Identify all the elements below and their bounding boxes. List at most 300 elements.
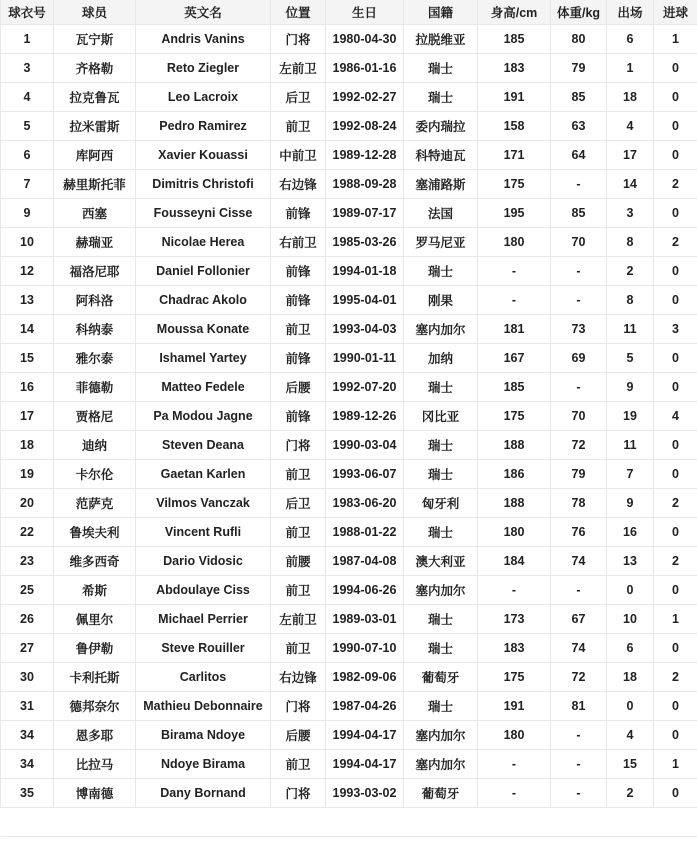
cell-birthday: 1992-08-24: [326, 111, 404, 140]
table-row: [1, 82, 697, 111]
cell-height: 183: [478, 633, 551, 662]
cell-birthday: 1982-09-06: [326, 662, 404, 691]
cell-position: 后卫: [271, 82, 326, 111]
cell-birthday: 1992-02-27: [326, 82, 404, 111]
table-row: [1, 198, 697, 227]
cell-position: 前锋: [271, 285, 326, 314]
cell-height: 184: [478, 546, 551, 575]
cell-goals: 0: [654, 778, 697, 807]
cell-position: 前锋: [271, 401, 326, 430]
cell-player-name: 迪纳: [54, 430, 136, 459]
cell-nationality: 委内瑞拉: [404, 111, 478, 140]
cell-weight: -: [551, 256, 607, 285]
cell-english-name: Fousseyni Cisse: [136, 198, 271, 227]
cell-position: 门将: [271, 24, 326, 53]
cell-appearances: 6: [607, 633, 654, 662]
cell-weight: 85: [551, 198, 607, 227]
column-header-english-name: 英文名: [136, 0, 271, 24]
cell-english-name: Steve Rouiller: [136, 633, 271, 662]
cell-player-name: 恩多耶: [54, 720, 136, 749]
table-row: [1, 227, 697, 256]
cell-height: 183: [478, 53, 551, 82]
cell-appearances: 9: [607, 488, 654, 517]
cell-weight: 73: [551, 314, 607, 343]
cell-position: 门将: [271, 778, 326, 807]
cell-height: 180: [478, 517, 551, 546]
cell-english-name: Ndoye Birama: [136, 749, 271, 778]
table-row: [1, 459, 697, 488]
table-row: [1, 517, 697, 546]
cell-english-name: Dany Bornand: [136, 778, 271, 807]
table-row: [1, 691, 697, 720]
cell-height: 180: [478, 227, 551, 256]
cell-nationality: 加纳: [404, 343, 478, 372]
cell-nationality: 法国: [404, 198, 478, 227]
cell-english-name: Vincent Rufli: [136, 517, 271, 546]
cell-goals: 0: [654, 285, 697, 314]
table-row: [1, 169, 697, 198]
cell-jersey-number: 4: [1, 82, 54, 111]
cell-english-name: Nicolae Herea: [136, 227, 271, 256]
cell-player-name: 菲德勒: [54, 372, 136, 401]
cell-weight: -: [551, 778, 607, 807]
cell-goals: 0: [654, 111, 697, 140]
table-row: [1, 285, 697, 314]
table-row: [1, 140, 697, 169]
cell-appearances: 18: [607, 82, 654, 111]
cell-nationality: 科特迪瓦: [404, 140, 478, 169]
cell-english-name: Matteo Fedele: [136, 372, 271, 401]
cell-birthday: 1983-06-20: [326, 488, 404, 517]
cell-english-name: Steven Deana: [136, 430, 271, 459]
cell-birthday: 1990-07-10: [326, 633, 404, 662]
cell-position: 前卫: [271, 517, 326, 546]
cell-jersey-number: 18: [1, 430, 54, 459]
cell-nationality: 葡萄牙: [404, 778, 478, 807]
cell-appearances: 18: [607, 662, 654, 691]
cell-jersey-number: 34: [1, 749, 54, 778]
cell-position: 门将: [271, 430, 326, 459]
cell-height: -: [478, 575, 551, 604]
cell-birthday: 1994-01-18: [326, 256, 404, 285]
cell-position: 左前卫: [271, 53, 326, 82]
cell-goals: 1: [654, 604, 697, 633]
cell-player-name: 拉克鲁瓦: [54, 82, 136, 111]
cell-english-name: Birama Ndoye: [136, 720, 271, 749]
cell-height: 195: [478, 198, 551, 227]
empty-footer-row: [1, 807, 697, 836]
cell-nationality: 瑞士: [404, 604, 478, 633]
cell-appearances: 4: [607, 111, 654, 140]
cell-appearances: 5: [607, 343, 654, 372]
cell-height: 180: [478, 720, 551, 749]
cell-weight: 72: [551, 430, 607, 459]
cell-goals: 0: [654, 140, 697, 169]
cell-height: 191: [478, 691, 551, 720]
cell-weight: 76: [551, 517, 607, 546]
cell-position: 前卫: [271, 575, 326, 604]
cell-goals: 1: [654, 24, 697, 53]
table-row: [1, 401, 697, 430]
cell-nationality: 塞内加尔: [404, 720, 478, 749]
cell-goals: 0: [654, 53, 697, 82]
cell-weight: 70: [551, 401, 607, 430]
cell-goals: 0: [654, 517, 697, 546]
cell-nationality: 刚果: [404, 285, 478, 314]
cell-goals: 2: [654, 227, 697, 256]
table-row: [1, 546, 697, 575]
cell-height: 167: [478, 343, 551, 372]
cell-goals: 2: [654, 662, 697, 691]
cell-position: 前卫: [271, 314, 326, 343]
cell-height: 175: [478, 401, 551, 430]
cell-nationality: 瑞士: [404, 459, 478, 488]
cell-player-name: 雅尔泰: [54, 343, 136, 372]
cell-birthday: 1985-03-26: [326, 227, 404, 256]
cell-jersey-number: 1: [1, 24, 54, 53]
cell-jersey-number: 19: [1, 459, 54, 488]
cell-english-name: Carlitos: [136, 662, 271, 691]
cell-birthday: 1989-03-01: [326, 604, 404, 633]
cell-english-name: Chadrac Akolo: [136, 285, 271, 314]
cell-appearances: 9: [607, 372, 654, 401]
cell-player-name: 德邦奈尔: [54, 691, 136, 720]
cell-goals: 0: [654, 256, 697, 285]
cell-position: 前卫: [271, 111, 326, 140]
cell-jersey-number: 7: [1, 169, 54, 198]
cell-birthday: 1986-01-16: [326, 53, 404, 82]
cell-nationality: 瑞士: [404, 82, 478, 111]
cell-weight: -: [551, 169, 607, 198]
empty-footer-cell: [1, 807, 697, 836]
cell-goals: 2: [654, 488, 697, 517]
cell-goals: 0: [654, 82, 697, 111]
cell-english-name: Dario Vidosic: [136, 546, 271, 575]
cell-height: 171: [478, 140, 551, 169]
cell-weight: -: [551, 372, 607, 401]
cell-weight: 85: [551, 82, 607, 111]
cell-goals: 0: [654, 575, 697, 604]
cell-player-name: 维多西奇: [54, 546, 136, 575]
cell-english-name: Abdoulaye Ciss: [136, 575, 271, 604]
cell-height: -: [478, 778, 551, 807]
cell-weight: 69: [551, 343, 607, 372]
cell-position: 前卫: [271, 459, 326, 488]
cell-player-name: 阿科洛: [54, 285, 136, 314]
cell-jersey-number: 35: [1, 778, 54, 807]
cell-weight: 79: [551, 53, 607, 82]
cell-weight: 78: [551, 488, 607, 517]
cell-height: -: [478, 285, 551, 314]
cell-position: 前卫: [271, 633, 326, 662]
cell-player-name: 赫瑞亚: [54, 227, 136, 256]
cell-jersey-number: 27: [1, 633, 54, 662]
column-header-position: 位置: [271, 0, 326, 24]
cell-nationality: 塞内加尔: [404, 575, 478, 604]
column-header-height: 身高/cm: [478, 0, 551, 24]
cell-weight: 79: [551, 459, 607, 488]
cell-weight: 74: [551, 633, 607, 662]
cell-goals: 0: [654, 430, 697, 459]
cell-birthday: 1980-04-30: [326, 24, 404, 53]
cell-player-name: 西塞: [54, 198, 136, 227]
cell-birthday: 1993-04-03: [326, 314, 404, 343]
cell-position: 前腰: [271, 546, 326, 575]
cell-height: 188: [478, 430, 551, 459]
cell-goals: 1: [654, 749, 697, 778]
table-row: [1, 720, 697, 749]
cell-nationality: 瑞士: [404, 517, 478, 546]
cell-goals: 4: [654, 401, 697, 430]
cell-height: -: [478, 749, 551, 778]
cell-appearances: 8: [607, 227, 654, 256]
cell-english-name: Mathieu Debonnaire: [136, 691, 271, 720]
table-row: [1, 314, 697, 343]
cell-player-name: 佩里尔: [54, 604, 136, 633]
cell-jersey-number: 16: [1, 372, 54, 401]
cell-player-name: 拉米雷斯: [54, 111, 136, 140]
cell-appearances: 14: [607, 169, 654, 198]
cell-jersey-number: 6: [1, 140, 54, 169]
cell-jersey-number: 13: [1, 285, 54, 314]
cell-appearances: 1: [607, 53, 654, 82]
cell-jersey-number: 26: [1, 604, 54, 633]
cell-position: 后腰: [271, 720, 326, 749]
cell-goals: 2: [654, 169, 697, 198]
table-row: [1, 256, 697, 285]
cell-english-name: Gaetan Karlen: [136, 459, 271, 488]
cell-appearances: 15: [607, 749, 654, 778]
cell-jersey-number: 31: [1, 691, 54, 720]
cell-english-name: Xavier Kouassi: [136, 140, 271, 169]
table-row: [1, 633, 697, 662]
cell-nationality: 瑞士: [404, 256, 478, 285]
table-row: [1, 749, 697, 778]
cell-birthday: 1987-04-26: [326, 691, 404, 720]
cell-weight: 67: [551, 604, 607, 633]
cell-height: 186: [478, 459, 551, 488]
cell-nationality: 瑞士: [404, 633, 478, 662]
cell-player-name: 卡利托斯: [54, 662, 136, 691]
cell-appearances: 0: [607, 575, 654, 604]
cell-weight: 63: [551, 111, 607, 140]
cell-player-name: 鲁伊勒: [54, 633, 136, 662]
cell-goals: 0: [654, 372, 697, 401]
cell-goals: 0: [654, 720, 697, 749]
table-footer: [1, 807, 697, 836]
cell-nationality: 澳大利亚: [404, 546, 478, 575]
cell-player-name: 福洛尼耶: [54, 256, 136, 285]
cell-player-name: 库阿西: [54, 140, 136, 169]
cell-birthday: 1988-01-22: [326, 517, 404, 546]
column-header-weight: 体重/kg: [551, 0, 607, 24]
cell-jersey-number: 17: [1, 401, 54, 430]
cell-nationality: 瑞士: [404, 53, 478, 82]
cell-english-name: Dimitris Christofi: [136, 169, 271, 198]
cell-birthday: 1994-04-17: [326, 720, 404, 749]
cell-appearances: 6: [607, 24, 654, 53]
cell-goals: 0: [654, 459, 697, 488]
cell-jersey-number: 25: [1, 575, 54, 604]
cell-jersey-number: 12: [1, 256, 54, 285]
table-row: [1, 430, 697, 459]
table-body: [1, 24, 697, 807]
cell-height: 175: [478, 169, 551, 198]
column-header-birthday: 生日: [326, 0, 404, 24]
cell-goals: 0: [654, 691, 697, 720]
cell-nationality: 塞内加尔: [404, 314, 478, 343]
column-header-player-name: 球员: [54, 0, 136, 24]
cell-nationality: 瑞士: [404, 372, 478, 401]
cell-jersey-number: 14: [1, 314, 54, 343]
cell-birthday: 1993-06-07: [326, 459, 404, 488]
cell-nationality: 冈比亚: [404, 401, 478, 430]
cell-height: 185: [478, 24, 551, 53]
cell-birthday: 1990-03-04: [326, 430, 404, 459]
cell-player-name: 赫里斯托菲: [54, 169, 136, 198]
column-header-goals: 进球: [654, 0, 697, 24]
cell-jersey-number: 22: [1, 517, 54, 546]
cell-position: 右边锋: [271, 169, 326, 198]
cell-english-name: Leo Lacroix: [136, 82, 271, 111]
cell-weight: 72: [551, 662, 607, 691]
cell-birthday: 1987-04-08: [326, 546, 404, 575]
column-header-appearances: 出场: [607, 0, 654, 24]
cell-height: -: [478, 256, 551, 285]
cell-weight: -: [551, 285, 607, 314]
cell-birthday: 1988-09-28: [326, 169, 404, 198]
cell-birthday: 1989-12-28: [326, 140, 404, 169]
table-row: [1, 662, 697, 691]
cell-player-name: 范萨克: [54, 488, 136, 517]
cell-jersey-number: 23: [1, 546, 54, 575]
cell-english-name: Ishamel Yartey: [136, 343, 271, 372]
header-row: [1, 0, 697, 24]
cell-appearances: 13: [607, 546, 654, 575]
cell-english-name: Michael Perrier: [136, 604, 271, 633]
cell-height: 158: [478, 111, 551, 140]
cell-position: 后卫: [271, 488, 326, 517]
cell-height: 173: [478, 604, 551, 633]
cell-jersey-number: 5: [1, 111, 54, 140]
cell-goals: 0: [654, 633, 697, 662]
cell-player-name: 卡尔伦: [54, 459, 136, 488]
cell-english-name: Reto Ziegler: [136, 53, 271, 82]
cell-position: 右前卫: [271, 227, 326, 256]
cell-player-name: 科纳泰: [54, 314, 136, 343]
cell-height: 191: [478, 82, 551, 111]
cell-goals: 3: [654, 314, 697, 343]
cell-height: 181: [478, 314, 551, 343]
cell-appearances: 3: [607, 198, 654, 227]
cell-player-name: 比拉马: [54, 749, 136, 778]
cell-jersey-number: 10: [1, 227, 54, 256]
cell-goals: 0: [654, 343, 697, 372]
cell-goals: 0: [654, 198, 697, 227]
cell-player-name: 齐格勒: [54, 53, 136, 82]
cell-birthday: 1994-06-26: [326, 575, 404, 604]
cell-appearances: 2: [607, 778, 654, 807]
cell-appearances: 8: [607, 285, 654, 314]
cell-weight: -: [551, 720, 607, 749]
cell-weight: 80: [551, 24, 607, 53]
table-row: [1, 778, 697, 807]
cell-appearances: 2: [607, 256, 654, 285]
cell-jersey-number: 15: [1, 343, 54, 372]
cell-appearances: 17: [607, 140, 654, 169]
table-header: [1, 0, 697, 24]
cell-height: 188: [478, 488, 551, 517]
table-row: [1, 488, 697, 517]
cell-position: 前卫: [271, 749, 326, 778]
cell-appearances: 11: [607, 430, 654, 459]
cell-english-name: Vilmos Vanczak: [136, 488, 271, 517]
cell-position: 中前卫: [271, 140, 326, 169]
cell-weight: 81: [551, 691, 607, 720]
cell-birthday: 1995-04-01: [326, 285, 404, 314]
cell-appearances: 7: [607, 459, 654, 488]
cell-english-name: Daniel Follonier: [136, 256, 271, 285]
cell-nationality: 罗马尼亚: [404, 227, 478, 256]
cell-jersey-number: 9: [1, 198, 54, 227]
cell-appearances: 11: [607, 314, 654, 343]
table-row: [1, 604, 697, 633]
cell-position: 左前卫: [271, 604, 326, 633]
cell-position: 前锋: [271, 256, 326, 285]
cell-nationality: 瑞士: [404, 691, 478, 720]
cell-birthday: 1990-01-11: [326, 343, 404, 372]
table-row: [1, 24, 697, 53]
cell-position: 后腰: [271, 372, 326, 401]
cell-nationality: 葡萄牙: [404, 662, 478, 691]
table-row: [1, 53, 697, 82]
table-row: [1, 372, 697, 401]
cell-position: 前锋: [271, 198, 326, 227]
column-header-jersey-number: 球衣号: [1, 0, 54, 24]
cell-height: 185: [478, 372, 551, 401]
cell-jersey-number: 34: [1, 720, 54, 749]
cell-nationality: 塞内加尔: [404, 749, 478, 778]
cell-birthday: 1994-04-17: [326, 749, 404, 778]
cell-player-name: 瓦宁斯: [54, 24, 136, 53]
cell-jersey-number: 3: [1, 53, 54, 82]
cell-position: 右边锋: [271, 662, 326, 691]
cell-birthday: 1993-03-02: [326, 778, 404, 807]
cell-birthday: 1989-07-17: [326, 198, 404, 227]
cell-birthday: 1992-07-20: [326, 372, 404, 401]
cell-nationality: 拉脱维亚: [404, 24, 478, 53]
cell-player-name: 希斯: [54, 575, 136, 604]
cell-english-name: Moussa Konate: [136, 314, 271, 343]
cell-player-name: 鲁埃夫利: [54, 517, 136, 546]
cell-jersey-number: 30: [1, 662, 54, 691]
table-row: [1, 575, 697, 604]
cell-weight: -: [551, 575, 607, 604]
cell-jersey-number: 20: [1, 488, 54, 517]
cell-nationality: 匈牙利: [404, 488, 478, 517]
cell-appearances: 19: [607, 401, 654, 430]
table-row: [1, 111, 697, 140]
cell-appearances: 0: [607, 691, 654, 720]
cell-weight: 64: [551, 140, 607, 169]
cell-nationality: 塞浦路斯: [404, 169, 478, 198]
cell-player-name: 博南德: [54, 778, 136, 807]
cell-height: 175: [478, 662, 551, 691]
cell-appearances: 16: [607, 517, 654, 546]
cell-weight: 74: [551, 546, 607, 575]
table-row: [1, 343, 697, 372]
cell-goals: 2: [654, 546, 697, 575]
